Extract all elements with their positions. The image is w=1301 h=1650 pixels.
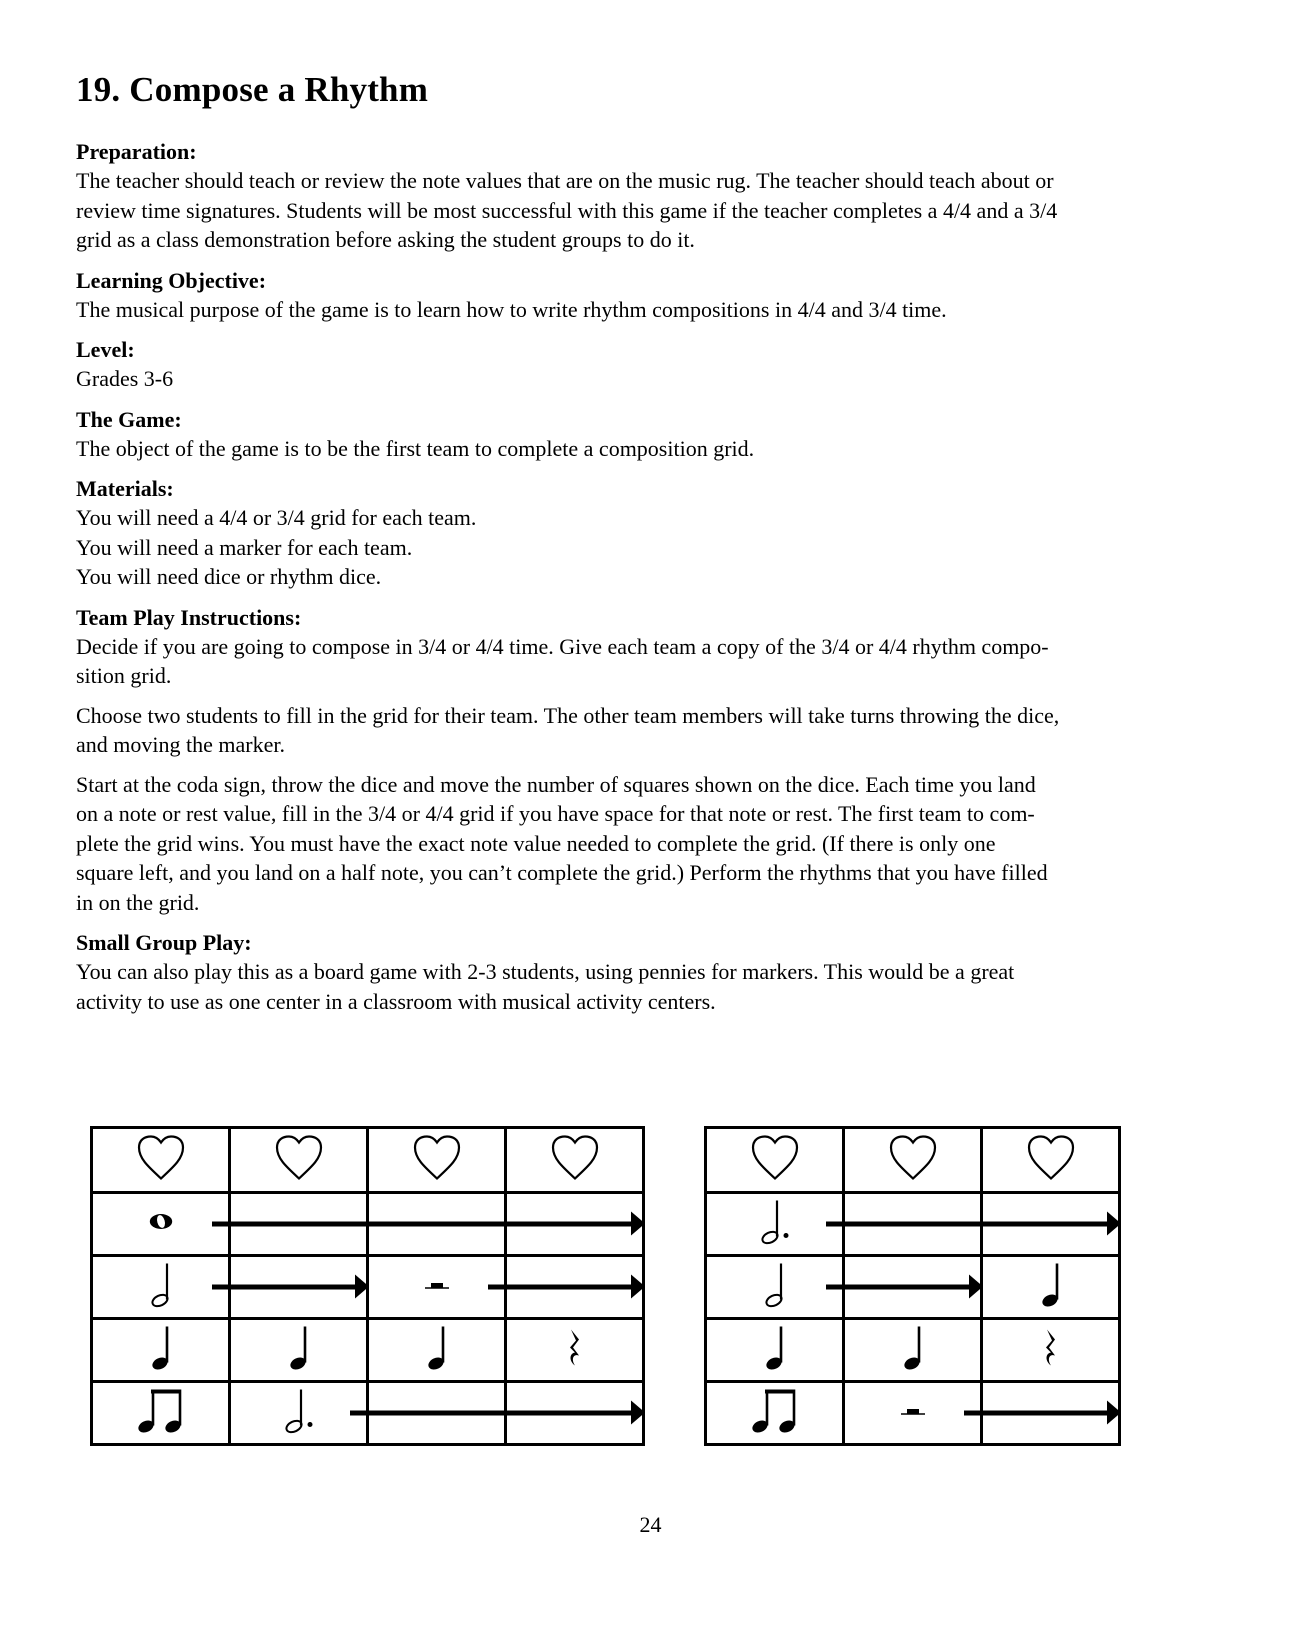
duration-arrow xyxy=(488,1285,635,1290)
text-line: grid as a class demonstration before asking the student groups to do it. xyxy=(76,227,695,252)
section-level xyxy=(76,336,1226,394)
section-materials xyxy=(76,475,1226,592)
whole-note-icon xyxy=(147,1212,175,1236)
heart-icon xyxy=(550,1135,600,1186)
text-line: Start at the coda sign, throw the dice and move the number of squares shown on the dice. Each time you land xyxy=(76,771,1036,797)
sections-container xyxy=(76,138,1226,1016)
duration-arrow xyxy=(212,1222,635,1227)
text-line: Choose two students to fill in the grid for their team. The other team members will take turns throwing the dice, xyxy=(76,702,1060,728)
half-rest-icon xyxy=(424,1278,450,1296)
text-line: activity to use as one center in a classroom with musical activity centers. xyxy=(76,988,716,1014)
section-paragraph xyxy=(76,957,1226,1016)
section-paragraph xyxy=(76,632,1226,691)
grid-cell-quarter-rest xyxy=(506,1319,644,1382)
section-paragraph xyxy=(76,503,1226,592)
text-line: review time signatures. Students will be most successful with this game if the teacher completes a 4/4 and a 3/4 xyxy=(76,197,1058,223)
grid-row xyxy=(706,1319,1120,1382)
grid-cell-heart xyxy=(982,1128,1120,1193)
section-heading: Materials: xyxy=(76,476,174,501)
grid-cell-quarter-note xyxy=(982,1256,1120,1319)
grid-cell-quarter-rest xyxy=(982,1319,1120,1382)
half-note-icon xyxy=(150,1262,172,1313)
section-paragraph xyxy=(76,770,1226,918)
grid-cell-heart xyxy=(844,1128,982,1193)
heart-icon xyxy=(888,1135,938,1186)
grid-header-row xyxy=(92,1128,644,1193)
section-paragraph xyxy=(76,295,1226,325)
section-heading: Small Group Play: xyxy=(76,930,252,955)
grid-cell-quarter-note xyxy=(706,1319,844,1382)
grid-cell-quarter-note xyxy=(844,1319,982,1382)
half-note-icon xyxy=(764,1262,786,1313)
page-number: 24 xyxy=(639,1512,662,1537)
quarter-rest-icon xyxy=(1043,1328,1059,1373)
text-line: You can also play this as a board game with 2-3 students, using pennies for markers. This would be a great xyxy=(76,959,1015,984)
dotted-half-note-icon xyxy=(284,1388,314,1439)
grid-cell-heart xyxy=(706,1128,844,1193)
grid-cell-heart xyxy=(506,1128,644,1193)
section-paragraph xyxy=(76,434,1226,464)
text-line: plete the grid wins. You must have the exact note value needed to complete the grid. (If there is only one xyxy=(76,830,996,856)
section-heading: Team Play Instructions: xyxy=(76,604,302,630)
grid-cell-dotted-half-note xyxy=(706,1193,844,1256)
heart-icon xyxy=(136,1135,186,1186)
quarter-rest-icon xyxy=(567,1328,583,1373)
grid-cell-quarter-note xyxy=(92,1319,230,1382)
eighth-notes-pair-icon xyxy=(750,1388,800,1439)
section-learning-objective xyxy=(76,267,1226,325)
grid-cell-eighth-notes-pair xyxy=(706,1382,844,1445)
grid-header-row xyxy=(706,1128,1120,1193)
page-title: 19. Compose a Rhythm xyxy=(76,70,429,109)
duration-arrow xyxy=(212,1285,359,1290)
grid-cell-heart xyxy=(368,1128,506,1193)
grid-cell-whole-note xyxy=(92,1193,230,1256)
heart-icon xyxy=(1026,1135,1076,1186)
section-heading: Preparation: xyxy=(76,139,197,164)
duration-arrow xyxy=(826,1285,973,1290)
grid-cell-half-note xyxy=(706,1256,844,1319)
eighth-notes-pair-icon xyxy=(136,1388,186,1439)
quarter-note-icon xyxy=(426,1325,448,1376)
duration-arrow xyxy=(350,1411,635,1416)
text-line: You will need a marker for each team. xyxy=(76,534,413,560)
section-heading: The Game: xyxy=(76,406,182,432)
section-small-group-play xyxy=(76,929,1226,1016)
text-line: sition grid. xyxy=(76,663,172,688)
quarter-note-icon xyxy=(1040,1262,1062,1313)
grid-cell-half-rest xyxy=(844,1382,982,1445)
heart-icon xyxy=(274,1135,324,1186)
text-line: The musical purpose of the game is to learn how to write rhythm compositions in 4/4 and 3/4 time. xyxy=(76,296,947,322)
document-page xyxy=(76,70,1226,1028)
section-paragraph xyxy=(76,701,1226,760)
heart-icon xyxy=(750,1135,800,1186)
text-line: in on the grid. xyxy=(76,889,200,915)
quarter-note-icon xyxy=(150,1325,172,1376)
quarter-note-icon xyxy=(764,1325,786,1376)
grid-cell-half-note xyxy=(92,1256,230,1319)
half-rest-icon xyxy=(900,1404,926,1422)
quarter-note-icon xyxy=(288,1325,310,1376)
section-paragraph xyxy=(76,364,1226,394)
text-line: and moving the marker. xyxy=(76,732,285,757)
duration-arrow xyxy=(964,1411,1111,1416)
quarter-note-icon xyxy=(902,1325,924,1376)
grid-cell-heart xyxy=(92,1128,230,1193)
section-heading: Level: xyxy=(76,337,135,362)
section-heading: Learning Objective: xyxy=(76,267,267,293)
grid-cell-heart xyxy=(230,1128,368,1193)
section-the-game xyxy=(76,406,1226,464)
heart-icon xyxy=(412,1135,462,1186)
grid-cell-quarter-note xyxy=(230,1319,368,1382)
text-line: square left, and you land on a half note, you can’t complete the grid.) Perform the rhythms that you have filled xyxy=(76,860,1048,885)
section-paragraph xyxy=(76,166,1226,255)
text-line: on a note or rest value, fill in the 3/4 or 4/4 grid if you have space for that note or rest. The first team to com- xyxy=(76,801,1035,826)
dotted-half-note-icon xyxy=(760,1199,790,1250)
text-line: Grades 3-6 xyxy=(76,366,174,391)
section-team-play-instructions xyxy=(76,604,1226,918)
grid-cell-dotted-half-note xyxy=(230,1382,368,1445)
text-line: You will need dice or rhythm dice. xyxy=(76,564,382,589)
grid-row xyxy=(92,1319,644,1382)
text-line: The object of the game is to be the first team to complete a composition grid. xyxy=(76,435,755,461)
text-line: The teacher should teach or review the note values that are on the music rug. The teacher should teach about or xyxy=(76,168,1054,193)
text-line: You will need a 4/4 or 3/4 grid for each team. xyxy=(76,505,477,530)
duration-arrow xyxy=(826,1222,1111,1227)
grid-cell-eighth-notes-pair xyxy=(92,1382,230,1445)
grid-cell-half-rest xyxy=(368,1256,506,1319)
grid-cell-quarter-note xyxy=(368,1319,506,1382)
text-line: Decide if you are going to compose in 3/4 or 4/4 time. Give each team a copy of the 3/4 or 4/4 rhythm compo- xyxy=(76,633,1049,659)
section-preparation xyxy=(76,138,1226,255)
